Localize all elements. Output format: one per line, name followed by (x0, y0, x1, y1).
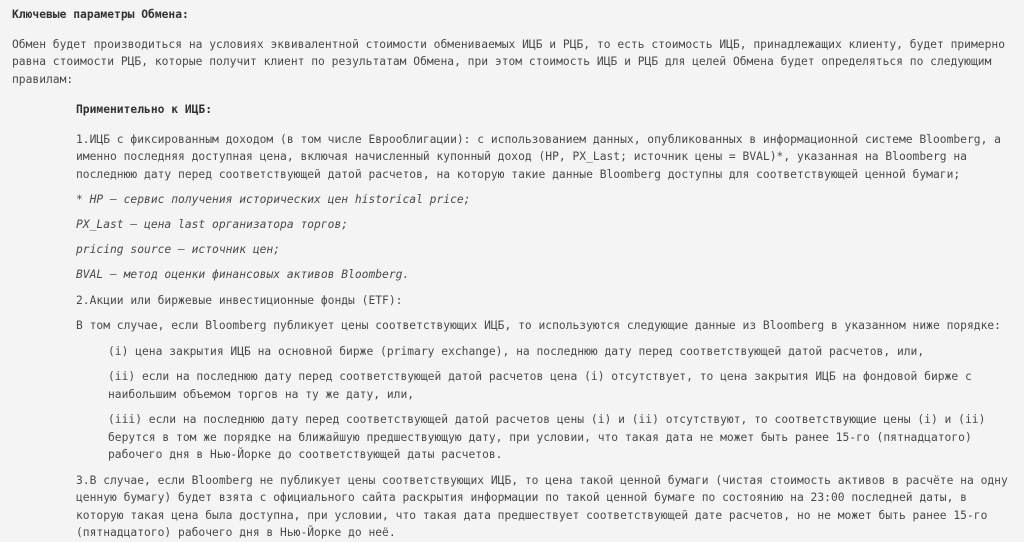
footnote-px-last: PX_Last — цена last организатора торгов; (76, 218, 349, 231)
rule-item-3: 3.В случае, если Bloomberg не публикует цены соответствующих ИЦБ, то цена такой ценной бумаги (чистая стоимость активов в расчёте на одну ценную бумагу) будет взята с официального сайта раскрытия информации по такой ценной бумаге по состоянию на 23:00 последней даты, в которую такая цена была доступна, при условии, что такая дата предшествует соответствующей дате расчетов, но не может быть ранее 15-го (пятнадцатого) рабочего дня в Нью-Йорке до неё. (76, 473, 1008, 539)
ics-rules-section (76, 101, 1012, 542)
subitem-iii: (iii) если на последнюю дату перед соответствующей датой расчетов цены (i) и (ii) отсутствуют, то соответствующие цены (i) и (ii) берутся в том же порядке на ближайшую предшествующую дату, при условии, что такая дата не может быть ранее 15-го (пятнадцатого) рабочего дня в Нью-Йорке до соответствующей даты расчетов. (108, 413, 986, 461)
subitem-i: (i) цена закрытия ИЦБ на основной бирже (primary exchange), на последнюю дату перед соответствующей датой расчетов, или, (108, 344, 925, 358)
subitem-ii: (ii) если на последнюю дату перед соответствующей датой расчетов цена (i) отсутствует, то цена закрытия ИЦБ на фондовой бирже с наибольшим объемом торгов на ту же дату, или, (108, 370, 972, 401)
rule-item-2: 2.Акции или биржевые инвестиционные фонды (ETF): (76, 293, 403, 307)
section-subtitle: Применительно к ИЦБ: (76, 103, 213, 116)
footnote-bval: BVAL — метод оценки финансовых активов Bloomberg. (76, 268, 410, 281)
document-title: Ключевые параметры Обмена: (12, 8, 189, 21)
rule-item-1: 1.ИЦБ с фиксированным доходом (в том числе Еврооблигации): с использованием данных, опубликованных в информационной системе Bloomberg, а именно последняя доступная цена, включая начисленный купонный доход (HP, PX_Last; источник цены = BVAL)*, указанная на Bloomberg на последнюю дату перед соответствующей датой расчетов, на которую такие данные Bloomberg доступны для соответствующей ценной бумаги; (76, 132, 1001, 181)
subitems-list (108, 343, 1012, 464)
rule-item-2-intro: В том случае, если Bloomberg публикует цены соответствующих ИЦБ, то используются следующие данные из Bloomberg в указанном ниже порядке: (76, 319, 1001, 332)
footnote-hp: * HP — сервис получения исторических цен historical price; (76, 193, 471, 206)
footnote-pricing-source: pricing source — источник цен; (76, 243, 281, 256)
intro-paragraph: Обмен будет производиться на условиях эквивалентной стоимости обмениваемых ИЦБ и РЦБ, то есть стоимость ИЦБ, принадлежащих клиенту, будет примерно равна стоимости РЦБ, которые получит клиент по результатам Обмена, при этом стоимость ИЦБ и РЦБ для целей Обмена будет определяться по следующим правилам: (12, 37, 1005, 86)
